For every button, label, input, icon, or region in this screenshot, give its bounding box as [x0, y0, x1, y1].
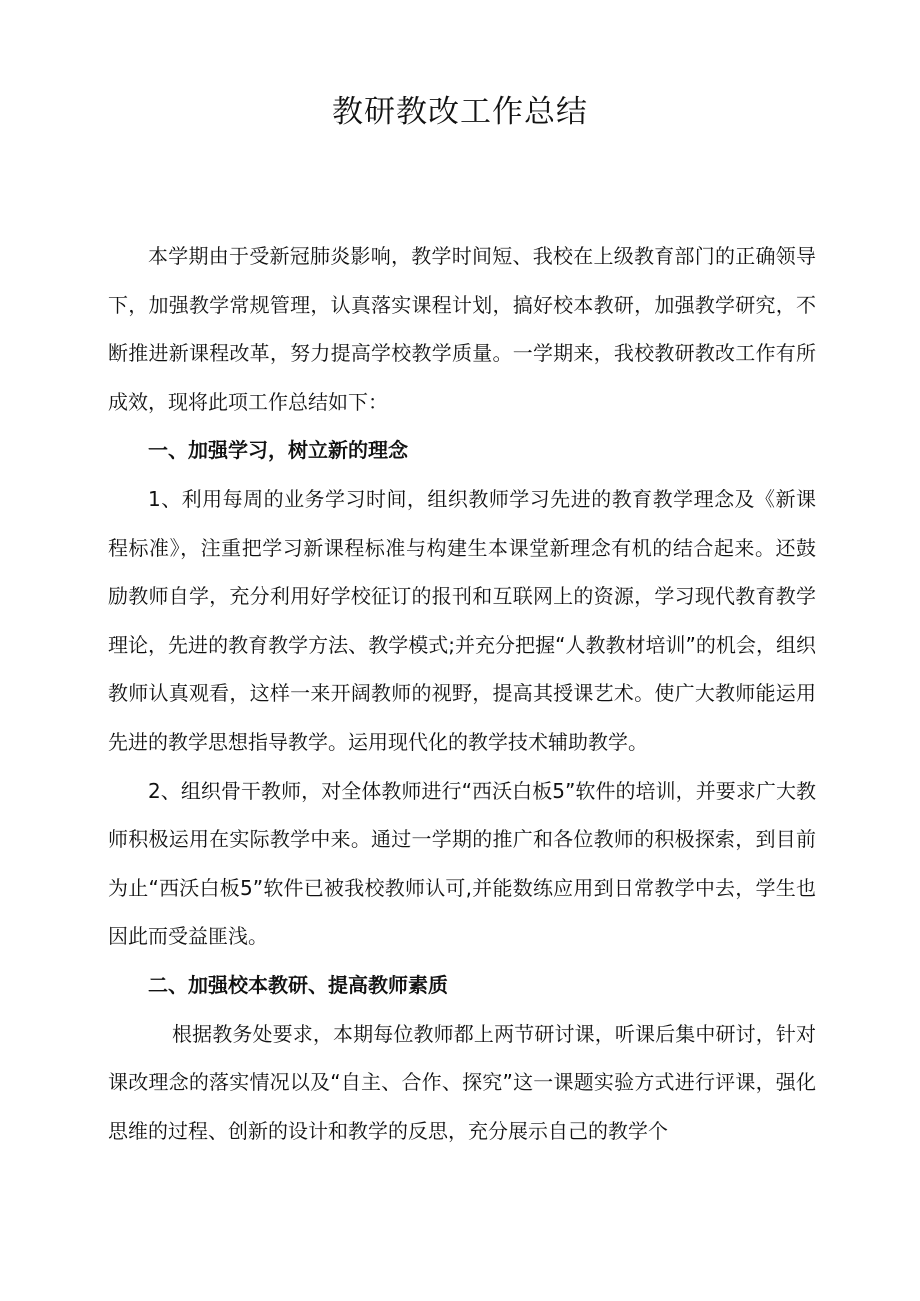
intro-paragraph: 本学期由于受新冠肺炎影响，教学时间短、我校在上级教育部门的正确领导下，加强教学常规管理，认真落实课程计划，搞好校本教研，加强教学研究，不断推进新课程改革，努力提高学校教学质量。一学期来，我校教研教改工作有所成效，现将此项工作总结如下：	[108, 244, 816, 414]
section-1-item-1: 1、利用每周的业务学习时间，组织教师学习先进的教育教学理念及《新课程标准》，注重把学习新课程标准与构建生本课堂新理念有机的结合起来。还鼓励教师自学，充分利用好学校征订的报刊和互联网上的资源，学习现代教育教学理论，先进的教育教学方法、教学模式;并充分把握“人教教材培训”的机会，组织教师认真观看，这样一来开阔教师的视野，提高其授课艺术。使广大教师能运用先进的教学思想指导教学。运用现代化的教学技术辅助教学。	[108, 486, 816, 754]
document-body	[108, 232, 816, 1155]
section-heading-2: 二、加强校本教研、提高教师素质	[148, 972, 448, 997]
section-2-paragraph: 根据教务处要求，本期每位教师都上两节研讨课，听课后集中研讨，针对课改理念的落实情况以及“自主、合作、探究”这一课题实验方式进行评课，强化思维的过程、创新的设计和教学的反思，充分展示自己的教学个	[108, 1021, 816, 1143]
section-1-item-2: 2、组织骨干教师，对全体教师进行“西沃白板5”软件的培训，并要求广大教师积极运用在实际教学中来。通过一学期的推广和各位教师的积极探索，到目前为止“西沃白板5”软件已被我校教师认可,并能数练应用到日常教学中去，学生也因此而受益匪浅。	[108, 778, 816, 949]
document-title: 教研教改工作总结	[332, 94, 588, 130]
section-heading-1: 一、加强学习，树立新的理念	[148, 438, 408, 463]
